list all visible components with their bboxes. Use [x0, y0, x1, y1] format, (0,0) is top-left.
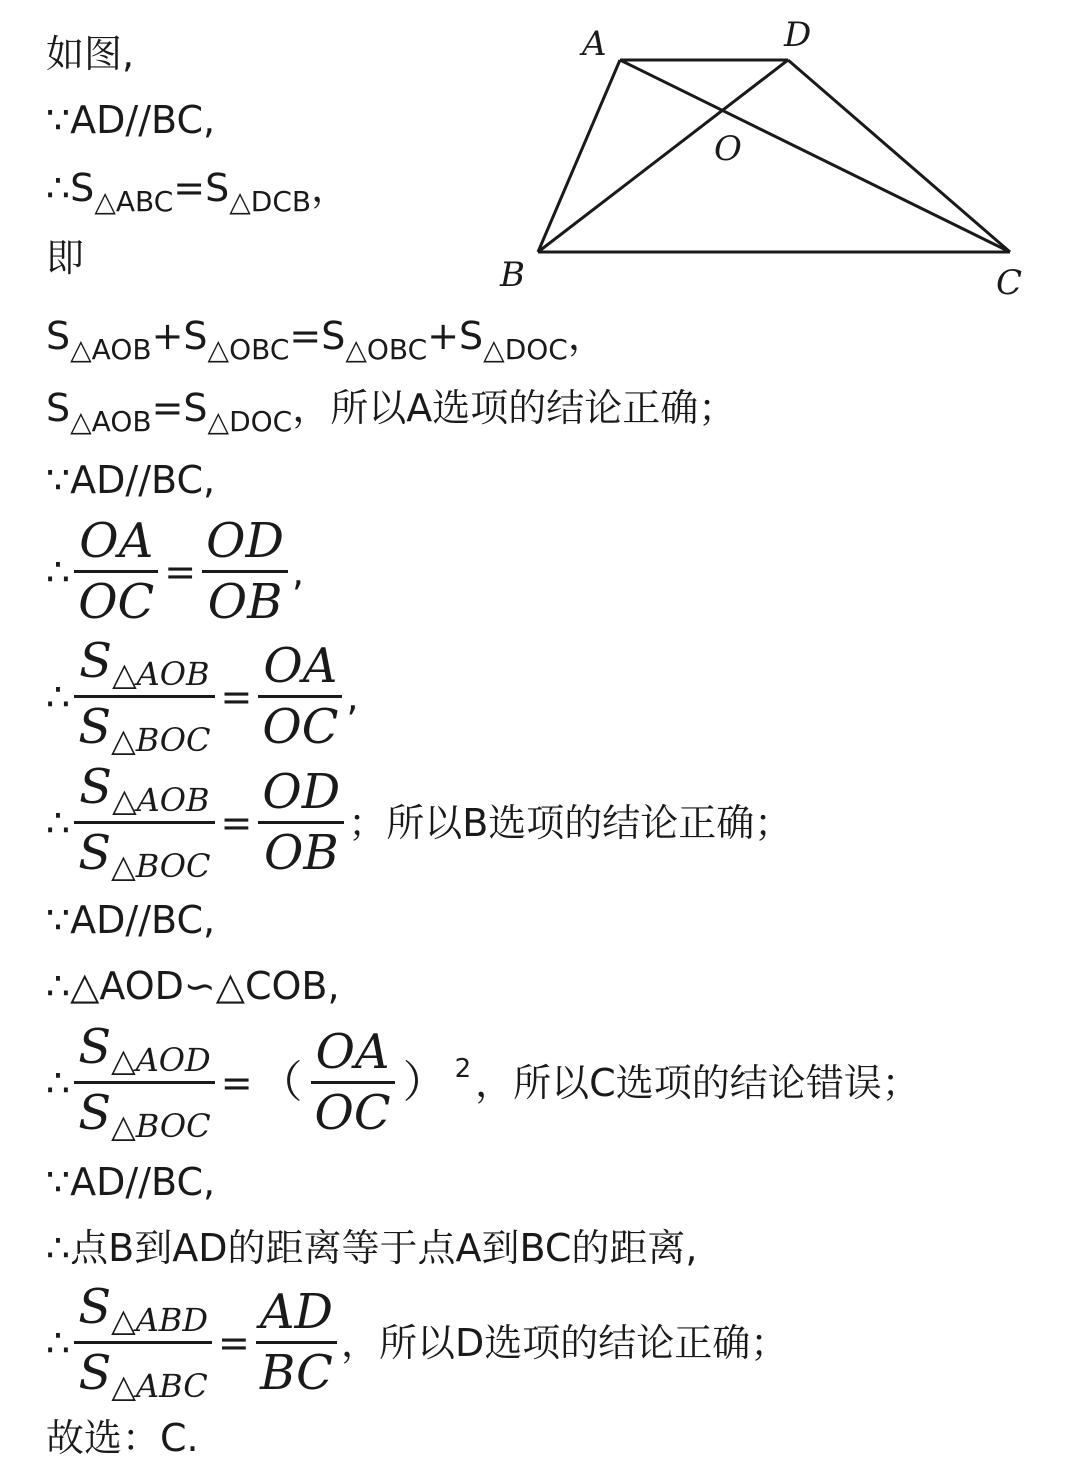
frac-den: OC	[262, 699, 339, 755]
frac-den: OC	[78, 574, 155, 630]
segment-ab	[538, 60, 620, 252]
l3-pre: ∴S	[46, 166, 95, 210]
fraction-oa-oc	[311, 1023, 395, 1142]
s-sub: △ABC	[111, 1367, 208, 1405]
line-6	[46, 384, 737, 438]
s-letter: S	[78, 699, 112, 755]
frac-num	[75, 632, 213, 695]
frac-den: BC	[259, 1345, 333, 1401]
fraction-area-aod-boc	[74, 1018, 215, 1147]
s-letter: S	[79, 633, 113, 689]
l13-post: ，所以C选项的结论错误；	[475, 1060, 920, 1105]
l9-eq: =	[220, 674, 253, 719]
s-letter: S	[78, 1085, 112, 1141]
line-9	[46, 632, 359, 761]
l6-post: ，所以A选项的结论正确；	[292, 386, 737, 430]
l13-exponent: 2	[454, 1053, 472, 1084]
l16-eq: =	[217, 1320, 250, 1365]
l13-right-paren: ）	[402, 1056, 447, 1108]
frac-den	[74, 824, 214, 887]
l9-post: ,	[346, 674, 359, 719]
l6-sub1: △AOB	[70, 405, 152, 438]
frac-num	[75, 758, 213, 821]
trapezoid-figure	[490, 10, 1050, 310]
segment-dc	[788, 60, 1010, 252]
line-13	[46, 1018, 920, 1147]
s-sub: △BOC	[111, 1107, 211, 1145]
frac-num: OA	[315, 1024, 390, 1080]
line-7	[46, 456, 215, 504]
fraction-oa-oc	[258, 637, 342, 756]
l3-sub2: △DCB	[229, 185, 312, 218]
s-letter: S	[78, 1345, 112, 1401]
s-sub: △AOB	[112, 781, 210, 819]
s-sub: △AOB	[112, 655, 210, 693]
frac-num: OD	[262, 764, 341, 820]
l6-eq: =S	[151, 386, 208, 430]
line-8	[46, 512, 304, 631]
l16-post: ，所以D选项的结论正确；	[340, 1320, 789, 1365]
text-line-17: 故选：C.	[46, 1416, 199, 1460]
l3-sub1: △ABC	[94, 185, 174, 218]
frac-num	[74, 1018, 215, 1081]
line-15	[46, 1224, 698, 1272]
frac-den	[74, 1084, 214, 1147]
text-line-14: ∵AD//BC,	[46, 1160, 216, 1204]
l10-eq: =	[220, 800, 253, 845]
s-sub: △BOC	[111, 847, 211, 885]
fraction-area-aob-boc	[74, 632, 214, 761]
fraction-oa-oc	[74, 512, 158, 631]
line-1	[46, 30, 134, 78]
line-4	[46, 234, 84, 282]
line-2	[46, 96, 215, 144]
fraction-od-ob	[258, 763, 344, 882]
label-b: B	[500, 255, 525, 295]
l13-eq: =	[220, 1060, 253, 1105]
line-3	[46, 164, 350, 218]
s-letter: S	[78, 1279, 112, 1335]
l16-pre: ∴	[46, 1320, 71, 1365]
s-letter: S	[79, 759, 113, 815]
label-o: O	[714, 129, 742, 169]
label-a: A	[582, 24, 607, 64]
text-line-2: ∵AD//BC,	[46, 98, 216, 142]
l5-p2: +S	[427, 314, 484, 358]
text-line-4: 即	[46, 236, 85, 280]
line-11	[46, 896, 215, 944]
l8-eq: =	[164, 549, 197, 594]
l6-sub2: △DOC	[207, 405, 293, 438]
fraction-ad-bc	[256, 1283, 337, 1402]
l6-s1: S	[46, 386, 71, 430]
s-sub: △BOC	[111, 721, 211, 759]
l5-p1: +S	[151, 314, 208, 358]
diagonal-bd	[538, 60, 788, 252]
frac-den: OC	[314, 1085, 391, 1141]
fraction-od-ob	[202, 512, 288, 631]
line-16	[46, 1278, 788, 1407]
l5-sub3: △OBC	[345, 333, 428, 366]
text-line-15: ∴点B到AD的距离等于点A到BC的距离,	[46, 1226, 698, 1270]
text-line-1: 如图,	[46, 32, 135, 76]
frac-num: OA	[263, 638, 338, 694]
frac-num: OA	[79, 513, 154, 569]
frac-den	[74, 698, 214, 761]
frac-num: AD	[259, 1284, 333, 1340]
line-5	[46, 312, 606, 366]
frac-den	[74, 1344, 211, 1407]
line-17	[46, 1414, 199, 1462]
l3-eq: =S	[173, 166, 230, 210]
s-sub: △ABD	[111, 1301, 208, 1339]
text-line-11: ∵AD//BC,	[46, 898, 216, 942]
s-letter: S	[78, 825, 112, 881]
frac-num: OD	[206, 513, 284, 569]
l8-post: ,	[291, 549, 305, 594]
l5-sub1: △AOB	[70, 333, 152, 366]
diagonal-ac	[620, 60, 1010, 252]
label-c: C	[996, 263, 1023, 303]
line-14	[46, 1158, 215, 1206]
l10-post: ；所以B选项的结论正确；	[348, 800, 793, 845]
l13-left-paren: （	[258, 1056, 303, 1108]
frac-den: OB	[263, 825, 339, 881]
l5-post: ，	[567, 314, 606, 358]
text-line-7: ∵AD//BC,	[46, 458, 216, 502]
text-line-12: ∴△AOD∽△COB,	[46, 964, 340, 1008]
fraction-area-aob-boc	[74, 758, 214, 887]
fraction-area-abd-abc	[74, 1278, 212, 1407]
line-10	[46, 758, 792, 887]
l5-sub2: △OBC	[207, 333, 290, 366]
l8-pre: ∴	[46, 549, 71, 594]
line-12	[46, 962, 340, 1010]
l5-sub4: △DOC	[483, 333, 568, 366]
l5-eq: =S	[289, 314, 346, 358]
l10-pre: ∴	[46, 800, 71, 845]
frac-num	[74, 1278, 212, 1341]
l9-pre: ∴	[46, 674, 71, 719]
l5-s1: S	[46, 314, 71, 358]
s-sub: △AOD	[111, 1041, 211, 1079]
s-letter: S	[78, 1019, 112, 1075]
frac-den: OB	[207, 574, 283, 630]
l3-post: ，	[311, 166, 350, 210]
label-d: D	[784, 15, 812, 55]
l13-pre: ∴	[46, 1060, 71, 1105]
